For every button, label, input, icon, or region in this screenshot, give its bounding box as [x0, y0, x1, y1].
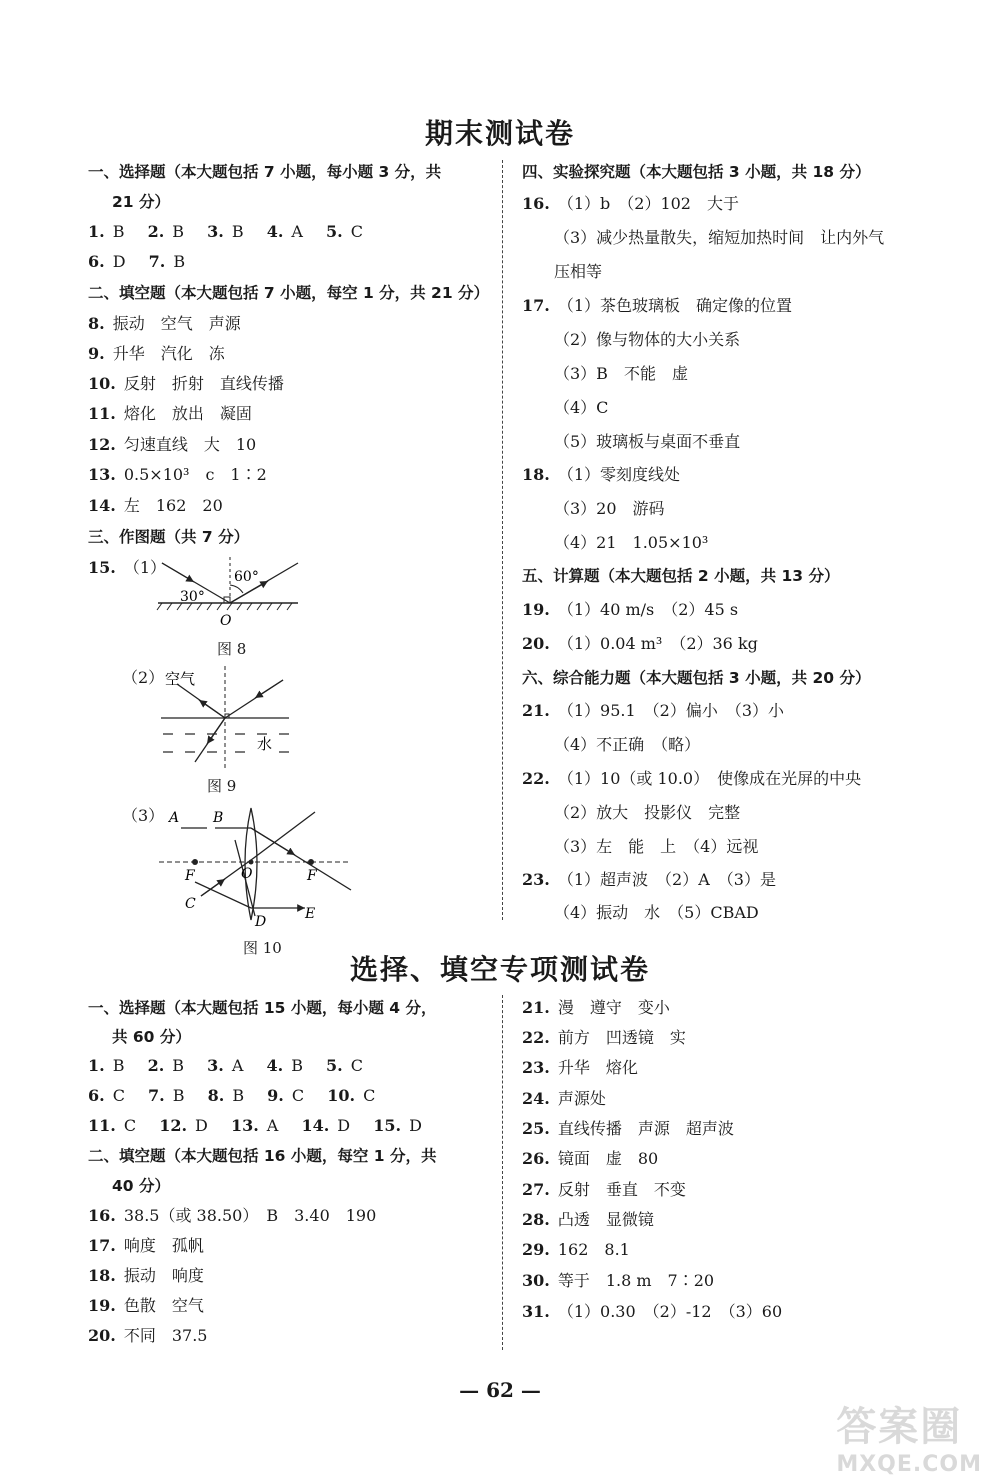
page-title-final-exam: 期末测试卷: [424, 117, 575, 150]
part-label: （2）: [122, 668, 165, 687]
section-heading-choice-cont: 21 分）: [112, 193, 170, 211]
answer: D: [409, 1116, 422, 1135]
question-number: 7.: [148, 1086, 165, 1105]
answer-row: [88, 465, 267, 485]
label-d: D: [255, 914, 267, 930]
question-number: 21.: [522, 701, 550, 720]
answer: D: [195, 1116, 208, 1135]
answer: （1）超声波 （2）A （3）是: [557, 870, 776, 889]
answer-line: （4）21 1.05×10³: [554, 533, 709, 552]
answer-line: （4）C: [554, 398, 609, 417]
answer: 升华 汽化 冻: [112, 344, 225, 363]
question-number: 9.: [88, 344, 105, 363]
answer: （1）40 m/s （2）45 s: [557, 600, 739, 619]
answer: 反射 垂直 不变: [557, 1180, 686, 1199]
answer: B: [112, 1056, 125, 1075]
figure-8-caption: 图 8: [217, 640, 247, 658]
question-number: 15.: [88, 558, 116, 577]
answer: （1）10（或 10.0） 使像成在光屏的中央: [557, 769, 862, 788]
part-label: （1）: [123, 558, 167, 577]
focus-left: [192, 859, 198, 865]
air-label: 空气: [165, 670, 196, 688]
question-number: 3.: [207, 222, 224, 241]
mc-row: [88, 222, 363, 242]
answer-row: [522, 1149, 658, 1169]
question-number: 21.: [522, 998, 550, 1017]
answer-line: （3）B 不能 虚: [554, 364, 688, 383]
ray-c-continued: [251, 812, 315, 860]
answer-line: （3）减少热量散失，缩短加热时间 让内外气: [554, 228, 885, 247]
answer: 色散 空气: [123, 1296, 204, 1315]
answer: （1）95.1 （2）偏小 （3）小: [557, 701, 785, 720]
question-number: 24.: [522, 1089, 550, 1108]
refracted-arrow: [207, 718, 225, 744]
section-heading-fill-cont: 40 分）: [112, 1177, 170, 1195]
question-number: 10.: [88, 374, 116, 393]
answer: D: [337, 1116, 351, 1135]
question-number: 31.: [522, 1302, 550, 1321]
answer: D: [112, 252, 126, 271]
figure-8-reflection-diagram: [150, 555, 310, 635]
question-number: 8.: [207, 1086, 225, 1105]
answer-row: [88, 435, 256, 455]
answer-row: [522, 1271, 714, 1291]
answer: 凸透 显微镜: [557, 1210, 654, 1229]
answer: 振动 响度: [123, 1266, 204, 1285]
section-heading-fill: 二、填空题（本大题包括 16 小题，每空 1 分，共: [88, 1147, 437, 1165]
answer: 镜面 虚 80: [557, 1149, 659, 1168]
figure-9-refraction-diagram: [155, 662, 295, 772]
section-heading-drawing: 三、作图题（共 7 分）: [88, 528, 250, 546]
answer-row: [88, 1266, 204, 1286]
answer: B: [173, 252, 186, 271]
question-number: 13.: [230, 1116, 259, 1135]
answer: 升华 熔化: [557, 1058, 638, 1077]
optical-center: [249, 860, 254, 865]
answer-row: [522, 1028, 686, 1048]
answer-row: [522, 1119, 734, 1139]
question-number: 1.: [88, 222, 105, 241]
question-23: [522, 870, 776, 890]
column-divider: [502, 160, 503, 920]
answer-line: （5）玻璃板与桌面不垂直: [554, 432, 741, 451]
answer-row: [522, 1058, 638, 1078]
question-number: 8.: [88, 314, 105, 333]
label-a: A: [169, 810, 180, 826]
answer: （1）茶色玻璃板 确定像的位置: [557, 296, 793, 315]
answer: （1）零刻度线处: [557, 465, 681, 484]
answer-row: [88, 1206, 376, 1226]
answer-row: [522, 1180, 686, 1200]
label-c: C: [185, 896, 196, 912]
question-18: [522, 465, 680, 485]
question-number: 16.: [522, 194, 550, 213]
question-19: [522, 600, 738, 620]
label-o: O: [241, 866, 253, 882]
label-e: E: [305, 906, 316, 922]
question-number: 6.: [88, 1086, 105, 1105]
answer-row: [522, 998, 670, 1018]
question-number: 19.: [522, 600, 550, 619]
section-heading-choice: 一、选择题（本大题包括 7 小题，每小题 3 分，共: [88, 163, 442, 181]
ray-c-arrow: [201, 879, 225, 896]
answer: B: [172, 222, 185, 241]
section-heading-choice-cont: 共 60 分）: [112, 1028, 191, 1046]
answer-row: [522, 1302, 782, 1322]
answer: 响度 孤帆: [123, 1236, 204, 1255]
water-label: 水: [257, 735, 273, 753]
answer-row: [522, 1089, 606, 1109]
section-heading-comprehensive: 六、综合能力题（本大题包括 3 小题，共 20 分）: [522, 669, 871, 687]
answer-line: （3）左 能 上 （4）远视: [554, 837, 759, 856]
question-number: 26.: [522, 1149, 550, 1168]
question-number: 17.: [522, 296, 550, 315]
question-20: [522, 634, 758, 654]
question-number: 18.: [522, 465, 550, 484]
answer: 等于 1.8 m 7∶20: [557, 1271, 715, 1290]
angle-arc: [230, 585, 243, 593]
answer: 前方 凹透镜 实: [557, 1028, 686, 1047]
mc-row: [88, 1086, 375, 1106]
answer: 振动 空气 声源: [112, 314, 241, 333]
angle-30-label: 30°: [180, 589, 205, 605]
question-number: 6.: [88, 252, 105, 271]
incident-arrow: [162, 563, 194, 582]
column-divider-bottom: [502, 995, 503, 1350]
question-number: 9.: [267, 1086, 284, 1105]
answer: （1）0.30 （2）-12 （3）60: [557, 1302, 783, 1321]
answer: A: [266, 1116, 279, 1135]
question-number: 2.: [147, 1056, 165, 1075]
question-number: 25.: [522, 1119, 550, 1138]
question-number: 23.: [522, 870, 550, 889]
question-number: 30.: [522, 1271, 550, 1290]
watermark-line1: 答案圈: [836, 1404, 963, 1450]
question-number: 18.: [88, 1266, 116, 1285]
answer: 反射 折射 直线传播: [123, 374, 284, 393]
answer: 熔化 放出 凝固: [123, 404, 252, 423]
answer-row: [88, 344, 225, 364]
point-o-label: O: [220, 613, 232, 629]
answer-row: [88, 404, 252, 424]
mc-row: [88, 252, 185, 272]
question-number: 4.: [266, 1056, 284, 1075]
question-22: [522, 769, 861, 789]
mc-row: [88, 1056, 363, 1076]
answer: C: [123, 1116, 137, 1135]
figure-9-caption: 图 9: [207, 777, 237, 795]
answer-row: [522, 1240, 630, 1260]
answer-row: [88, 1326, 207, 1346]
part-label: （3）: [122, 806, 165, 825]
question-number: 16.: [88, 1206, 116, 1225]
question-number: 2.: [147, 222, 165, 241]
answer-line: （4）振动 水 （5）CBAD: [554, 903, 759, 922]
figure-10-caption: 图 10: [243, 939, 282, 957]
answer: B: [172, 1056, 185, 1075]
question-number: 29.: [522, 1240, 550, 1259]
answer: B: [232, 1086, 245, 1105]
mc-row: [88, 1116, 422, 1136]
question-17: [522, 296, 792, 316]
answer: B: [172, 1086, 185, 1105]
question-number: 11.: [88, 1116, 116, 1135]
section-heading-fill: 二、填空题（本大题包括 7 小题，每空 1 分，共 21 分）: [88, 284, 490, 302]
watermark-line2: MXQE.COM: [836, 1452, 982, 1477]
answer: C: [363, 1086, 376, 1105]
question-number: 17.: [88, 1236, 116, 1255]
page-number: — 62 —: [459, 1378, 541, 1402]
answer-line: 压相等: [554, 262, 603, 281]
section-heading-choice: 一、选择题（本大题包括 15 小题，每小题 4 分，: [88, 999, 437, 1017]
watermark-logo: [836, 1395, 982, 1477]
question-number: 12.: [159, 1116, 188, 1135]
answer: C: [112, 1086, 125, 1105]
question-number: 14.: [88, 496, 116, 515]
answer: A: [231, 1056, 244, 1075]
answer-line: （4）不正确 （略）: [554, 735, 701, 754]
question-number: 11.: [88, 404, 116, 423]
answer: 38.5（或 38.50） B 3.40 190: [123, 1206, 377, 1225]
label-b: B: [213, 810, 224, 826]
question-number: 13.: [88, 465, 116, 484]
question-number: 3.: [207, 1056, 224, 1075]
question-number: 23.: [522, 1058, 550, 1077]
answer: B: [291, 1056, 303, 1075]
answer: 162 8.1: [557, 1240, 630, 1259]
focus-right: [308, 859, 314, 865]
question-number: 22.: [522, 1028, 550, 1047]
answer: 直线传播 声源 超声波: [557, 1119, 734, 1138]
question-number: 15.: [373, 1116, 402, 1135]
section-heading-calculation: 五、计算题（本大题包括 2 小题，共 13 分）: [522, 567, 840, 585]
answer: C: [350, 1056, 363, 1075]
incident-arrow: [255, 680, 283, 698]
question-21: [522, 701, 784, 721]
label-f-left: F: [185, 868, 195, 884]
question-number: 28.: [522, 1210, 550, 1229]
question-number: 27.: [522, 1180, 550, 1199]
question-number: 20.: [522, 634, 550, 653]
answer: 0.5×10³ c 1∶2: [123, 465, 267, 484]
section-heading-experiment: 四、实验探究题（本大题包括 3 小题，共 18 分）: [522, 163, 871, 181]
answer: 不同 37.5: [123, 1326, 208, 1345]
label-f-right: F: [307, 868, 317, 884]
question-number: 20.: [88, 1326, 116, 1345]
question-number: 1.: [88, 1056, 105, 1075]
answer: 左 162 20: [123, 496, 223, 515]
answer-line: （2）放大 投影仪 完整: [554, 803, 741, 822]
answer-row: [88, 496, 223, 516]
answer-line: （3）20 游码: [554, 499, 665, 518]
answer: （1）0.04 m³ （2）36 kg: [557, 634, 758, 653]
mirror-hatching: [157, 603, 292, 610]
figure-10-lens-diagram: [155, 800, 355, 930]
answer-row: [522, 1210, 654, 1230]
answer: B: [231, 222, 244, 241]
question-number: 5.: [326, 222, 343, 241]
question-number: 7.: [148, 252, 166, 271]
page-title-special-test: 选择、填空专项测试卷: [349, 953, 650, 986]
question-number: 19.: [88, 1296, 116, 1315]
answer: 声源处: [557, 1089, 606, 1108]
question-number: 4.: [266, 222, 284, 241]
angle-60-label: 60°: [234, 569, 259, 585]
answer: 漫 遵守 变小: [557, 998, 670, 1017]
question-number: 12.: [88, 435, 116, 454]
question-number: 10.: [327, 1086, 356, 1105]
answer-line: （2）像与物体的大小关系: [554, 330, 741, 349]
answer: B: [112, 222, 125, 241]
answer: A: [291, 222, 303, 241]
answer-row: [88, 374, 284, 394]
question-16: [522, 194, 739, 214]
question-number: 22.: [522, 769, 550, 788]
answer-row: [88, 1296, 204, 1316]
question-number: 14.: [301, 1116, 330, 1135]
answer-row: [88, 1236, 204, 1256]
question-number: 5.: [326, 1056, 343, 1075]
reflected-arrow: [199, 700, 225, 718]
answer: （1）b （2）102 大于: [557, 194, 739, 213]
answer: C: [291, 1086, 305, 1105]
answer: 匀速直线 大 10: [123, 435, 257, 454]
answer-row: [88, 314, 241, 334]
answer: C: [350, 222, 363, 241]
